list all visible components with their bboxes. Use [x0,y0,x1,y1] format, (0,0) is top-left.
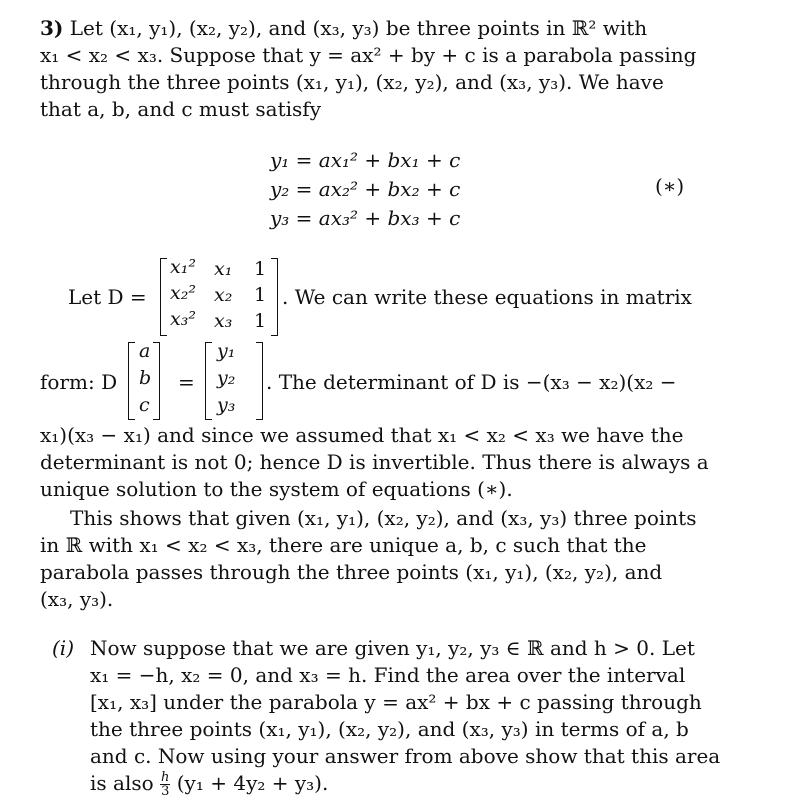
vector-abc [128,342,160,422]
equation-tag: (∗) [655,174,685,198]
shows-line-1: This shows that given (x₁, y₁), (x₂, y₂), and (x₃, y₃) three points [70,506,697,530]
part-i-line-4: the three points (x₁, y₁), (x₂, y₂), and (x₃, y₃) in terms of a, b [90,717,689,741]
vector-abc-entry: a [139,340,151,362]
matrix-d-cell: x₂ [214,284,233,306]
matrix-d-left-bracket [160,258,167,336]
equation-system [270,146,460,233]
intro-line-1 [40,15,690,42]
matrix-d-cell: 1 [254,284,267,306]
intro-line-2: x₁ < x₂ < x₃. Suppose that y = ax² + by + c is a parabola passing [40,43,697,67]
matrix-d-cell: x₁² [170,256,196,278]
det-line-4: unique solution to the system of equations (∗). [40,477,513,501]
equation-2: y₂ = ax₂² + bx₂ + c [270,177,461,201]
fraction-denominator: 3 [161,784,170,799]
let-d-after: . We can write these equations in matrix [282,285,692,309]
vector-y-entry: y₂ [217,367,236,389]
vector-y-entry: y₃ [217,394,236,416]
matrix-d-cell: 1 [254,258,267,280]
vector-abc-right-bracket [153,342,160,420]
matrix-d-cell: x₃ [214,310,233,332]
matrix-d-right-bracket [271,258,278,336]
vector-abc-entry: c [139,394,150,416]
part-i-line-6-prefix: is also [90,771,154,795]
vector-abc-left-bracket [128,342,135,420]
part-i-line-2: x₁ = −h, x₂ = 0, and x₃ = h. Find the area over the interval [90,663,686,687]
intro-text-1: Let (x₁, y₁), (x₂, y₂), and (x₃, y₃) be three points in ℝ² with [69,16,648,40]
vector-abc-entry: b [139,367,152,389]
matrix-form-label: form: D [40,370,118,394]
matrix-d-cell: x₃² [170,308,196,330]
part-i-line-1: Now suppose that we are given y₁, y₂, y₃ ∈ ℝ and h > 0. Let [90,636,695,660]
equation-1: y₁ = ax₁² + bx₁ + c [270,148,461,172]
part-i-label: (i) [52,636,75,660]
vector-y [205,342,263,422]
equation-3: y₃ = ax₃² + bx₃ + c [270,206,461,230]
fraction-h-over-3 [160,771,170,798]
equals-sign: = [178,370,195,394]
det-line-3: determinant is not 0; hence D is invertible. Thus there is always a [40,450,709,474]
part-i-line-3: [x₁, x₃] under the parabola y = ax² + bx + c passing through [90,690,702,714]
part-i-line-5: and c. Now using your answer from above show that this area [90,744,721,768]
vector-y-entry: y₁ [217,340,236,362]
problem-number: 3) [40,16,64,40]
let-d-label: Let D = [68,285,147,309]
matrix-form-after: . The determinant of D is −(x₃ − x₂)(x₂ − [266,370,677,394]
vector-y-right-bracket [256,342,263,420]
det-line-2: x₁)(x₃ − x₁) and since we assumed that x₁ < x₂ < x₃ we have the [40,423,684,447]
shows-line-3: parabola passes through the three points (x₁, y₁), (x₂, y₂), and [40,560,663,584]
matrix-d-cell: x₁ [214,258,233,280]
part-i-line-6 [90,770,690,798]
fraction-numerator: h [161,770,170,785]
matrix-d-cell: x₂² [170,282,196,304]
intro-line-4: that a, b, and c must satisfy [40,97,322,121]
part-i-line-6-suffix: (y₁ + 4y₂ + y₃). [176,771,329,795]
intro-line-3: through the three points (x₁, y₁), (x₂, y₂), and (x₃, y₃). We have [40,70,664,94]
shows-line-2: in ℝ with x₁ < x₂ < x₃, there are unique a, b, c such that the [40,533,647,557]
vector-y-left-bracket [205,342,212,420]
shows-line-4: (x₃, y₃). [40,587,114,611]
matrix-d [160,256,278,338]
matrix-d-cell: 1 [254,310,267,332]
